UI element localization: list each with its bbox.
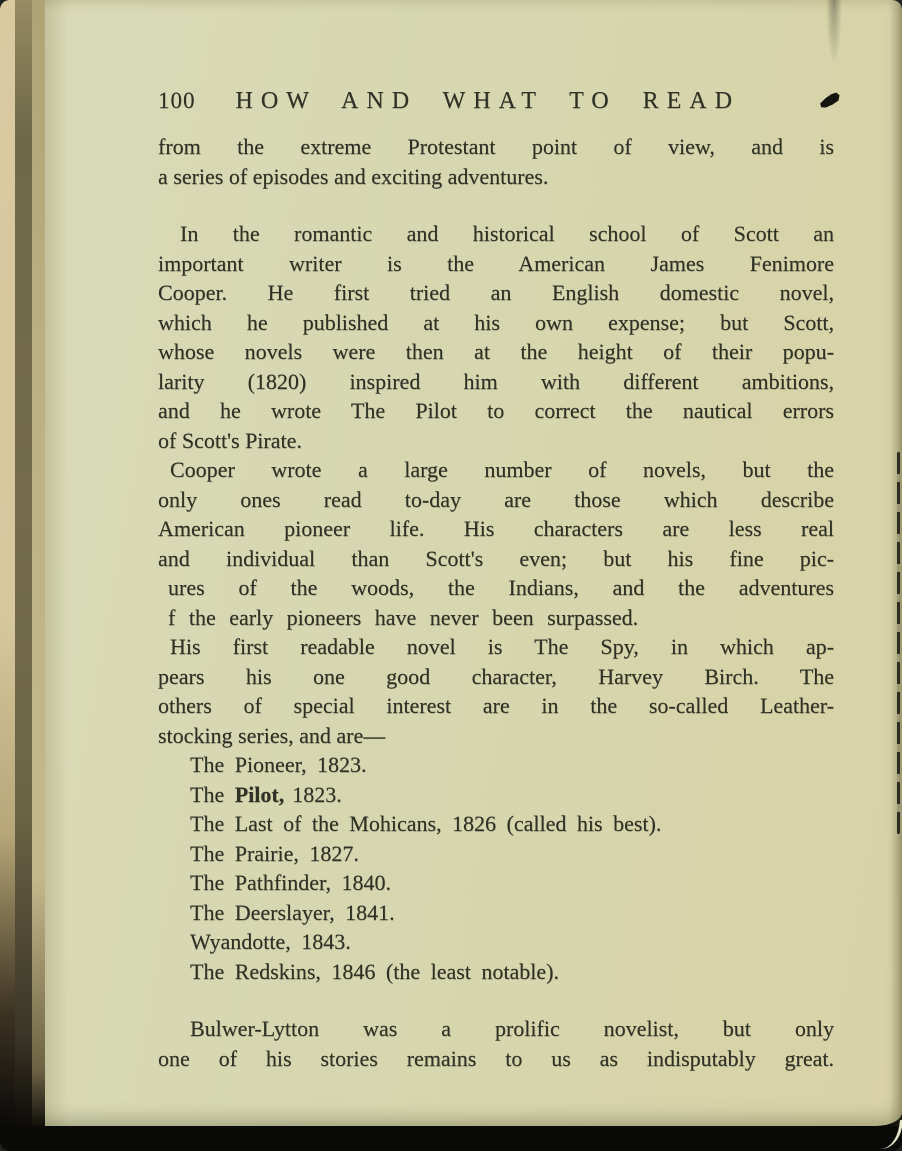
list-item: The Pathfinder, 1840.: [190, 870, 391, 895]
paragraph-bulwer-lytton: [158, 1014, 834, 1073]
list-item: The Prairie, 1827.: [190, 840, 359, 866]
text-line: larity (1820) inspired him with different ambitions,: [158, 368, 834, 394]
spine-edge-dark: [15, 0, 32, 1126]
text-line: stocking series, and are—: [158, 722, 386, 748]
text-line: one of his stories remains to us as indisputably great.: [158, 1045, 834, 1071]
page-edge-right: [889, 0, 902, 1126]
page-text: [158, 86, 834, 1073]
text-line: His first readable novel is The Spy, in which ap-: [170, 634, 834, 659]
list-item: The Deerslayer, 1841.: [190, 899, 395, 925]
running-title: HOW AND WHAT TO READ: [235, 88, 740, 114]
spine-shadow: [45, 0, 69, 1126]
text-line: which he published at his own expense; but Scott,: [158, 309, 834, 335]
text-line: a series of episodes and exciting adventures.: [158, 163, 549, 189]
text-line: pears his one good character, Harvey Birch. The: [158, 663, 834, 689]
text-line: others of special interest are in the so-called Leather-: [158, 693, 834, 718]
paragraph-the-spy: [158, 632, 834, 750]
text-line: from the extreme Protestant point of view, and is: [158, 134, 834, 159]
paragraph-cooper-intro: [158, 219, 834, 455]
text-line: American pioneer life. His characters are less real: [158, 516, 834, 541]
book-list: [158, 750, 834, 986]
text-line: Cooper wrote a large number of novels, but the: [170, 457, 834, 482]
paragraph-continuation: [158, 132, 834, 191]
page-edge-line: [897, 452, 900, 834]
list-item: The Last of the Mohicans, 1826 (called his best).: [190, 811, 662, 836]
list-item-text: The: [190, 781, 225, 807]
text-line: of Scott's Pirate.: [158, 427, 302, 453]
paragraph-cooper-novels: [158, 455, 834, 632]
text-line: f the early pioneers have never been surpassed.: [168, 604, 639, 630]
spine-edge-cream: [0, 0, 15, 1126]
spine-edge-mid: [32, 0, 45, 1126]
page-header: [158, 86, 834, 116]
page-curl-line: [872, 1116, 902, 1151]
list-item: [158, 780, 834, 810]
list-item: Wyandotte, 1843.: [190, 929, 351, 954]
text-line: whose novels were then at the height of their popu-: [158, 339, 834, 364]
page-number: 100: [158, 88, 196, 113]
text-line: and individual than Scott's even; but his fine pic-: [158, 545, 834, 571]
text-line: only ones read to-day are those which describe: [158, 486, 834, 512]
scan-smudge: [826, 0, 842, 64]
text-line: Bulwer-Lytton was a prolific novelist, but only: [190, 1016, 834, 1041]
text-line: Cooper. He first tried an English domestic novel,: [158, 280, 834, 305]
list-item-year: 1823.: [292, 781, 342, 807]
text-line: ures of the woods, the Indians, and the adventures: [168, 575, 834, 600]
text-line: In the romantic and historical school of Scott an: [180, 221, 834, 246]
list-item: The Pioneer, 1823.: [190, 752, 367, 777]
text-line: important writer is the American James Fenimore: [158, 250, 834, 276]
list-item: The Redskins, 1846 (the least notable).: [190, 958, 559, 984]
list-item-title-bold: Pilot,: [234, 781, 285, 807]
text-line: and he wrote The Pilot to correct the nautical errors: [158, 398, 834, 423]
